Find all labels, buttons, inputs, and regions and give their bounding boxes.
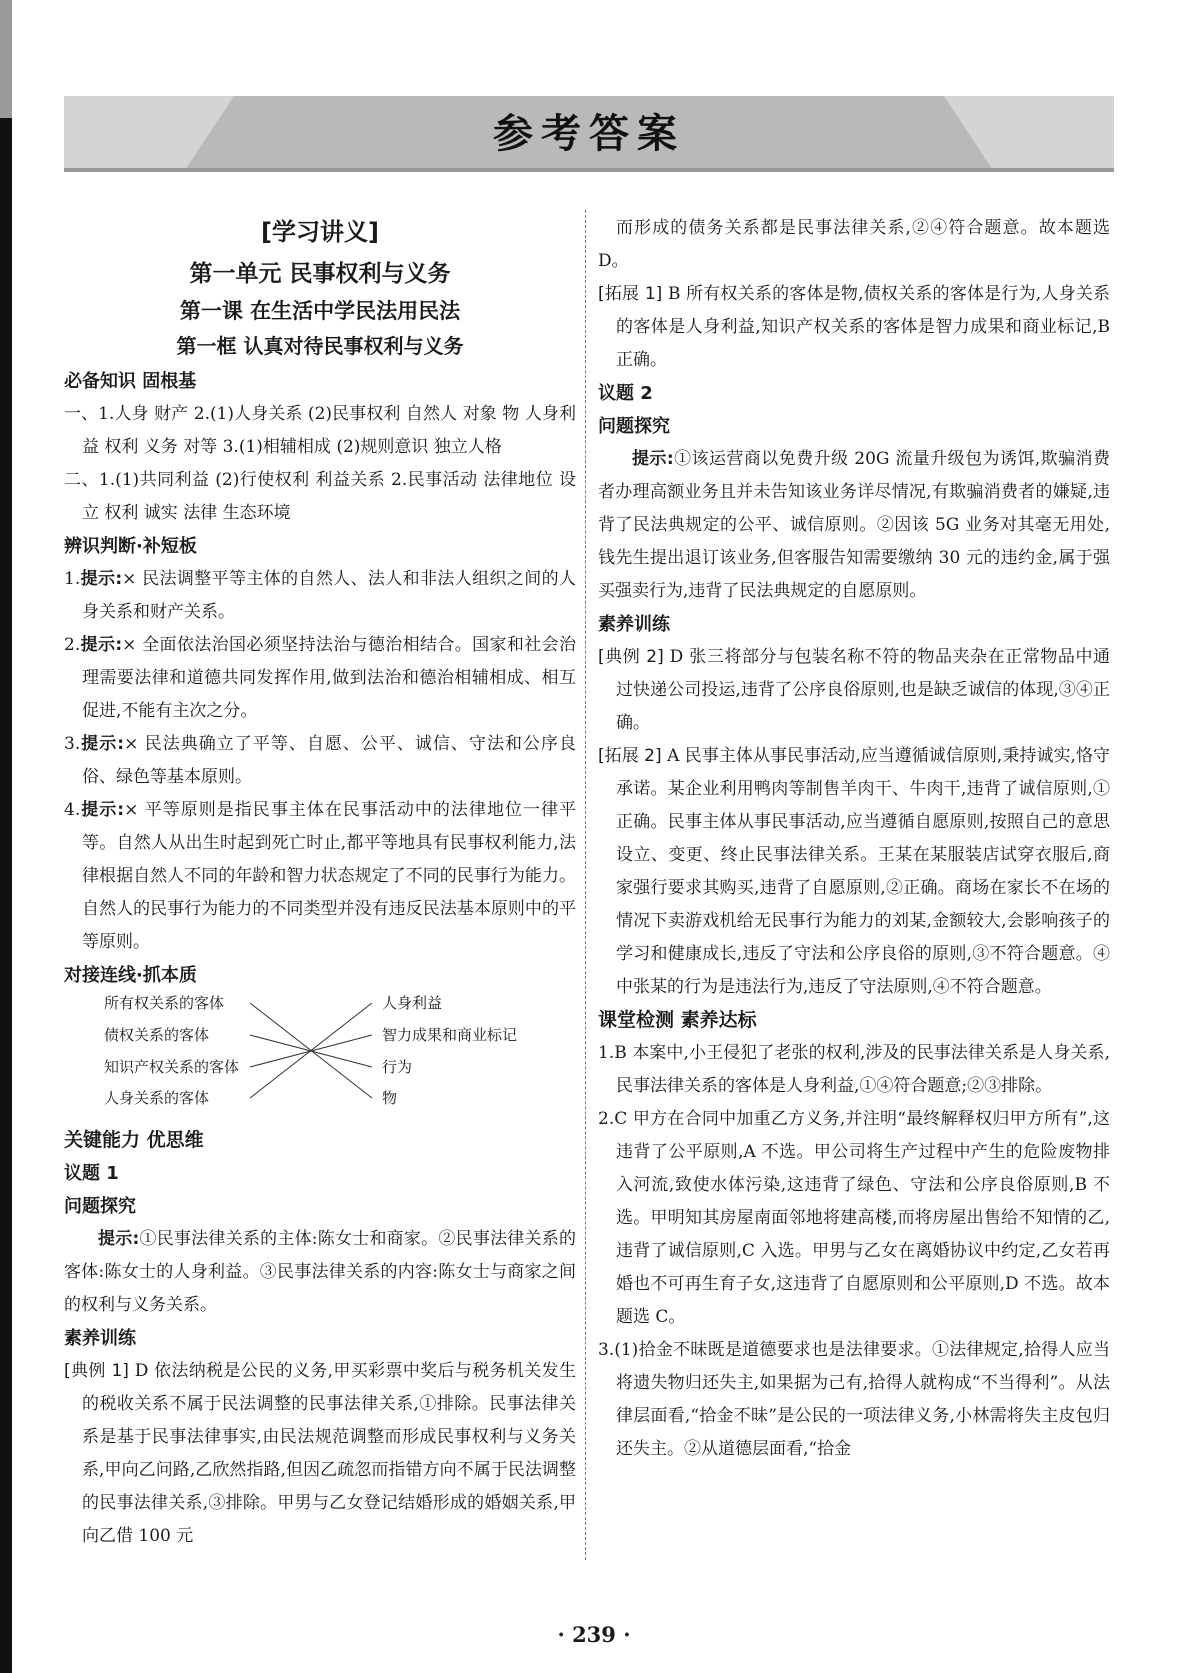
banner-title: 参考答案 bbox=[493, 111, 685, 157]
judge-number: 1. bbox=[64, 569, 81, 589]
explore-1-answer bbox=[64, 1223, 576, 1322]
lecture-heading: [学习讲义] bbox=[261, 218, 379, 246]
check-number: 3. bbox=[598, 1340, 615, 1360]
judge-text: × 民法调整平等主体的自然人、法人和非法人组织之间的人身关系和财产关系。 bbox=[82, 569, 576, 622]
ability-title: 关键能力 优思维 bbox=[64, 1129, 204, 1151]
explore-title: 问题探究 bbox=[64, 1196, 136, 1217]
extension-2-text: A 民事主体从事民事活动,应当遵循诚信原则,秉持诚实,恪守承诺。某企业利用鸭肉等制售羊肉干、牛肉干,违背了诚信原则,①正确。民事主体从事民事活动,应当遵循自愿原则,按照自己的意思设立、变更、终止民事法律关系。王某在某服装店试穿衣服后,商家强行要求其购买,违背了自愿原则,②正确。商场在家长不在场的情况下卖游戏机给无民事行为能力的刘某,金额较大,会影响孩子的学习和健康成长,违反了守法和公序良俗的原则,③不符合题意。④中张某的行为是违法行为,违反了守法原则,④不符合题意。 bbox=[616, 746, 1110, 997]
check-text: C 甲方在合同中加重乙方义务,并注明“最终解释权归甲方所有”,这违背了公平原则,A 不选。甲公司将生产过程中产生的危险废物排入河流,致使水体污染,这违背了绿色、守法和公序良俗原则,B 不选。甲明知其房屋南面邻地将建高楼,而将房屋出售给不知情的乙,违背了诚信原则,C 入选。甲男与乙女在离婚协议中约定,乙女若再婚也不可再生育子女,这违背了自愿原则和公平原则,D 不选。故本题选 C。 bbox=[614, 1109, 1110, 1327]
judge-item bbox=[64, 629, 576, 728]
frame-heading: 第一框 认真对待民事权利与义务 bbox=[176, 334, 464, 358]
check-item bbox=[598, 1334, 1110, 1466]
judge-number: 4. bbox=[64, 800, 81, 820]
knowledge-item: 二、1.(1)共同利益 (2)行使权利 利益关系 2.民事活动 法律地位 设立 权利 诚实 法律 生态环境 bbox=[64, 470, 576, 523]
check-item bbox=[598, 1037, 1110, 1103]
topic-1-title: 议题 1 bbox=[64, 1163, 119, 1184]
knowledge-title: 必备知识 固根基 bbox=[64, 371, 197, 392]
train-title: 素养训练 bbox=[598, 614, 670, 635]
example-2-text: D 张三将部分与包装名称不符的物品夹杂在正常物品中通过快递公司投运,违背了公序良俗原则,也是缺乏诚信的体现,③④正确。 bbox=[616, 647, 1110, 733]
right-column bbox=[598, 212, 1110, 1466]
tip-label: 提示: bbox=[80, 800, 125, 820]
example-2-label: [典例 2] bbox=[598, 647, 664, 667]
match-right-item: 物 bbox=[382, 1089, 398, 1107]
judge-item bbox=[64, 794, 576, 959]
tip-label: 提示: bbox=[632, 449, 674, 469]
match-left-item: 所有权关系的客体 bbox=[104, 994, 225, 1012]
column-divider bbox=[585, 210, 586, 1560]
example-1-text: D 依法纳税是公民的义务,甲买彩票中奖后与税务机关发生的税收关系不属于民法调整的民事法律关系,①排除。民事法律关系是基于民事法律事实,由民法规范调整而形成民事权利与义务关系,甲向乙问路,乙欣然指路,但因乙疏忽而指错方向不属于民法调整的民事法律关系,③排除。甲男与乙女登记结婚形成的婚姻关系,甲向乙借 100 元 bbox=[82, 1361, 577, 1546]
example-2 bbox=[598, 641, 1110, 740]
match-left-item: 债权关系的客体 bbox=[104, 1026, 210, 1044]
match-right-item: 行为 bbox=[382, 1058, 413, 1076]
left-column bbox=[64, 212, 576, 1553]
judge-text: × 平等原则是指民事主体在民事活动中的法律地位一律平等。自然人从出生时起到死亡时止,都平等地具有民事权利能力,法律根据自然人不同的年龄和智力状态规定了不同的民事行为能力。自然人的民事行为能力的不同类型并没有违反民法基本原则中的平等原则。 bbox=[82, 800, 576, 952]
example-1-continued: 而形成的债务关系都是民事法律关系,②④符合题意。故本题选 D。 bbox=[598, 218, 1110, 271]
extension-2 bbox=[598, 740, 1110, 1004]
example-1-label: [典例 1] bbox=[64, 1361, 129, 1381]
check-title: 课堂检测 素养达标 bbox=[598, 1009, 757, 1031]
match-right-item: 智力成果和商业标记 bbox=[382, 1026, 518, 1044]
example-1 bbox=[64, 1355, 576, 1553]
judge-text: × 民法典确立了平等、自愿、公平、诚信、守法和公序良俗、绿色等基本原则。 bbox=[82, 734, 576, 787]
judge-number: 2. bbox=[64, 635, 81, 655]
page-number: · 239 · bbox=[557, 1622, 631, 1647]
tip-label: 提示: bbox=[98, 1229, 140, 1249]
judge-item bbox=[64, 563, 576, 629]
check-number: 1. bbox=[598, 1043, 615, 1063]
judge-title: 辨识判断·补短板 bbox=[64, 536, 197, 557]
matching-diagram bbox=[64, 992, 576, 1124]
match-left-item: 知识产权关系的客体 bbox=[104, 1058, 240, 1076]
check-text: (1)拾金不昧既是道德要求也是法律要求。①法律规定,拾得人应当将遗失物归还失主,如果据为己有,拾得人就构成“不当得利”。从法律层面看,“拾金不昧”是公民的一项法律义务,小林需将失主皮包归还失主。②从道德层面看,“拾金 bbox=[614, 1340, 1110, 1459]
check-number: 2. bbox=[598, 1109, 615, 1129]
check-item bbox=[598, 1103, 1110, 1334]
answer-banner bbox=[64, 96, 1114, 172]
unit-heading: 第一单元 民事权利与义务 bbox=[189, 261, 451, 287]
knowledge-item: 一、1.人身 财产 2.(1)人身关系 (2)民事权利 自然人 对象 物 人身利益 权利 义务 对等 3.(1)相辅相成 (2)规则意识 独立人格 bbox=[64, 404, 576, 457]
explore-1-text: ①民事法律关系的主体:陈女士和商家。②民事法律关系的客体:陈女士的人身利益。③民事法律关系的内容:陈女士与商家之间的权利与义务关系。 bbox=[64, 1229, 576, 1315]
lesson-heading: 第一课 在生活中学民法用民法 bbox=[179, 299, 461, 323]
judge-text: × 全面依法治国必须坚持法治与德治相结合。国家和社会治理需要法律和道德共同发挥作用,做到法治和德治相辅相成、相互促进,不能有主次之分。 bbox=[82, 635, 576, 721]
extension-1-text: B 所有权关系的客体是物,债权关系的客体是行为,人身关系的客体是人身利益,知识产权关系的客体是智力成果和商业标记,B 正确。 bbox=[616, 284, 1111, 370]
tip-label: 提示: bbox=[80, 734, 125, 754]
match-right-item: 人身利益 bbox=[382, 994, 443, 1012]
match-left-item: 人身关系的客体 bbox=[104, 1089, 210, 1107]
train-title: 素养训练 bbox=[64, 1328, 136, 1349]
extension-1 bbox=[598, 278, 1110, 377]
extension-1-label: [拓展 1] bbox=[598, 284, 663, 304]
explore-title: 问题探究 bbox=[598, 416, 670, 437]
judge-number: 3. bbox=[64, 734, 81, 754]
explore-2-answer bbox=[598, 443, 1110, 608]
tip-label: 提示: bbox=[80, 569, 123, 589]
judge-item bbox=[64, 728, 576, 794]
check-text: B 本案中,小王侵犯了老张的权利,涉及的民事法律关系是人身关系,民事法律关系的客体是人身利益,①④符合题意;②③排除。 bbox=[614, 1043, 1110, 1096]
book-spine-edge bbox=[0, 0, 12, 1673]
explore-2-text: ①该运营商以免费升级 20G 流量升级包为诱饵,欺骗消费者办理高额业务且并未告知该业务详尽情况,有欺骗消费者的嫌疑,违背了民法典规定的公平、诚信原则。②因该 5G 业务对其毫无用处,钱先生提出退订该业务,但客服告知需要缴纳 30 元的违约金,属于强买强卖行为,违背了民法典规定的自愿原则。 bbox=[598, 449, 1110, 601]
tip-label: 提示: bbox=[80, 635, 123, 655]
match-title: 对接连线·抓本质 bbox=[64, 965, 197, 986]
extension-2-label: [拓展 2] bbox=[598, 746, 662, 766]
topic-2-title: 议题 2 bbox=[598, 383, 653, 404]
